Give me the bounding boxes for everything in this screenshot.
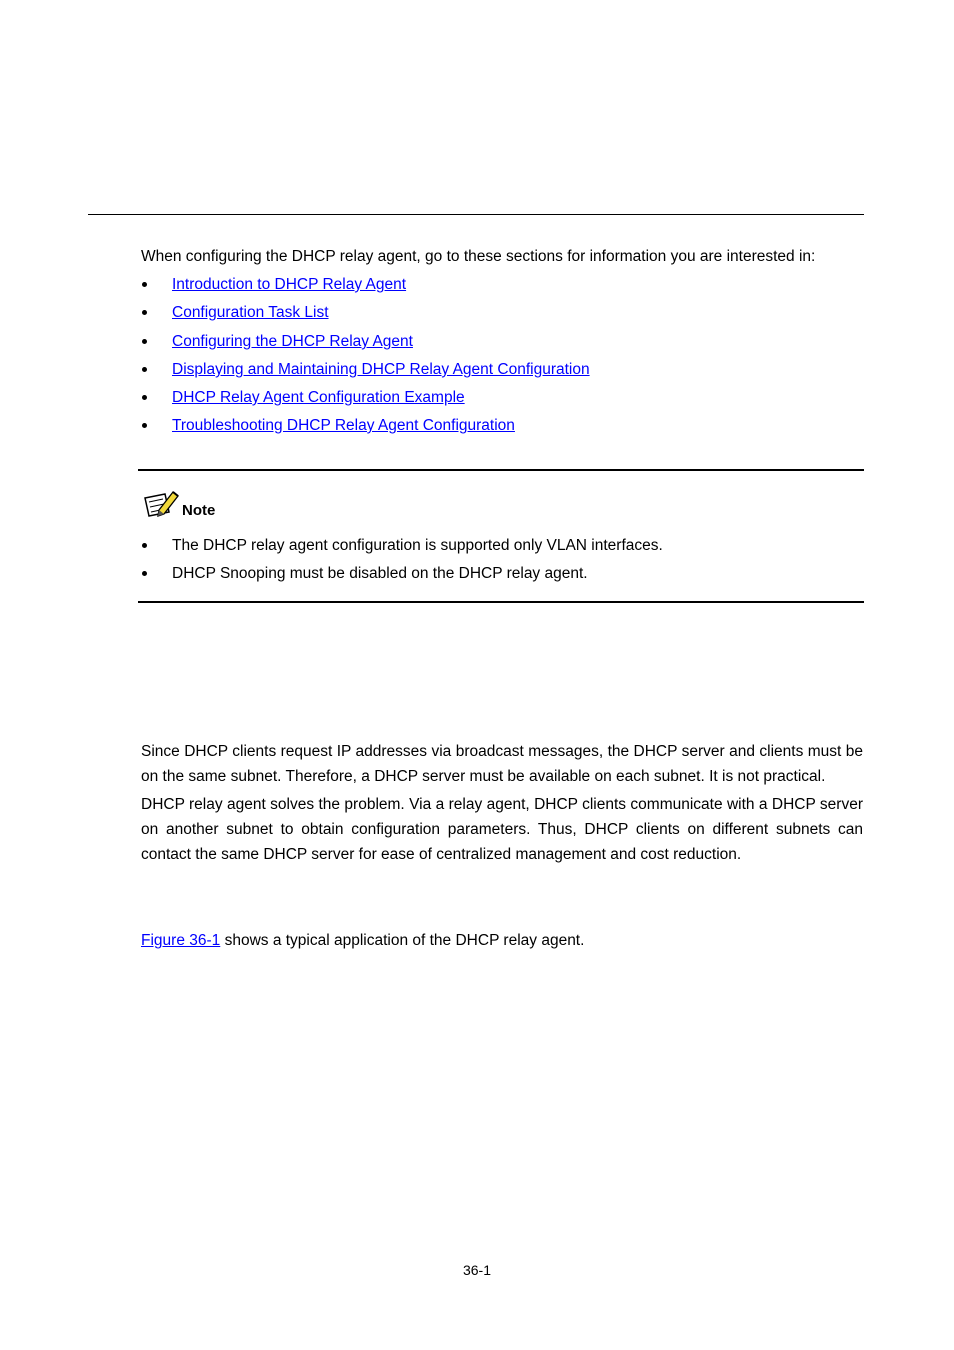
figure-link[interactable]: Figure 36-1 xyxy=(141,932,221,949)
link-configuring-relay-agent[interactable]: Configuring the DHCP Relay Agent xyxy=(172,333,413,350)
link-introduction[interactable]: Introduction to DHCP Relay Agent xyxy=(172,276,407,293)
bullet xyxy=(142,339,147,344)
body-paragraph: Since DHCP clients request IP addresses via broadcast messages, the DHCP server and clients must be on the same subnet. Therefore, a DHCP server must be available on each subnet. It is not practical. xyxy=(141,743,863,785)
note-item: DHCP Snooping must be disabled on the DHCP relay agent. xyxy=(172,565,588,582)
figure-reference-text: shows a typical application of the DHCP relay agent. xyxy=(220,932,585,949)
link-configuration-task-list[interactable]: Configuration Task List xyxy=(172,304,329,321)
bullet xyxy=(142,282,147,287)
note-label: Note xyxy=(182,502,216,519)
note-item: The DHCP relay agent configuration is supported only VLAN interfaces. xyxy=(172,537,663,554)
intro-lead: When configuring the DHCP relay agent, go to these sections for information you are interested in: xyxy=(141,248,816,265)
note-pencil-icon xyxy=(142,488,180,520)
body-paragraph: DHCP relay agent solves the problem. Via a relay agent, DHCP clients communicate with a DHCP server on another subnet to obtain configuration parameters. Thus, DHCP clients on different subnets can contact the same DHCP server for ease of centralized management and cost reduction. xyxy=(141,796,863,863)
bullet xyxy=(142,395,147,400)
page-number: 36-1 xyxy=(462,1262,492,1278)
figure-reference xyxy=(141,928,584,953)
bullet xyxy=(142,423,147,428)
note-top-rule xyxy=(138,469,864,471)
bullet xyxy=(142,367,147,372)
link-displaying-maintaining[interactable]: Displaying and Maintaining DHCP Relay Agent Configuration xyxy=(172,361,590,378)
bullet xyxy=(142,543,147,548)
link-troubleshooting[interactable]: Troubleshooting DHCP Relay Agent Configuration xyxy=(172,417,515,434)
bullet xyxy=(142,310,147,315)
header-rule xyxy=(88,214,864,215)
link-configuration-example[interactable]: DHCP Relay Agent Configuration Example xyxy=(172,389,465,406)
bullet xyxy=(142,571,147,576)
note-bottom-rule xyxy=(138,601,864,603)
